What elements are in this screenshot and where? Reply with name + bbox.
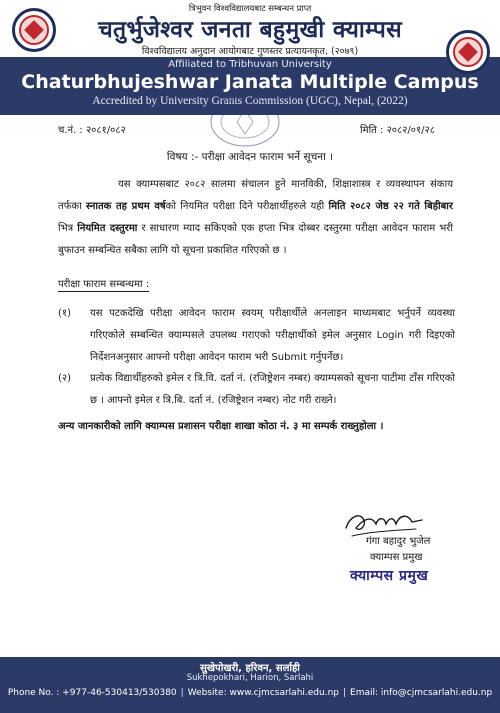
- footer-website-link[interactable]: Website: www.cjmcsarlahi.edu.np: [187, 688, 339, 698]
- campus-name-np: चतुर्भुजेश्वर जनता बहुमुखी क्याम्पस: [98, 17, 402, 43]
- fee-highlight: नियमित दस्तुरमा: [77, 223, 138, 234]
- footer-email-link[interactable]: Email: info@cjmcsarlahi.edu.np: [350, 688, 493, 698]
- affiliation-line-np: त्रिभुवन विश्वविद्यालयबाट सम्बन्धन प्राप्त: [188, 4, 312, 14]
- paragraph-text: को नियमित परीक्षा दिने परीक्षार्थीहरुले यही: [165, 201, 329, 212]
- level-highlight: स्नातक तह प्रथम वर्ष: [86, 201, 166, 212]
- campus-name-en: Chaturbhujeshwar Janata Multiple Campus: [21, 71, 479, 93]
- signatory-name: गंगा बहादुर भुजेल: [366, 536, 431, 547]
- contact-instruction: अन्य जानकारीको लागि क्याम्पस प्रशासन परीक्षा शाखा कोठा नं. ३ मा सम्पर्क राख्नुहोला ।: [58, 421, 384, 432]
- separator: |: [180, 688, 184, 698]
- footer-contacts: [0, 688, 500, 698]
- footer-address-np: सुखेपोखरी, हरिवन, सर्लाही: [200, 663, 300, 674]
- list-item-number: (२): [58, 373, 72, 384]
- list-item-text: प्रत्येक विद्यार्थीहरुको इमेल र त्रि.वि. दर्ता नं. (रजिष्ट्रेशन नम्बर) क्याम्पसको सूचना पाटीमा टाँस गरिएको छ । आफ्नो इमेल र त्रि.बि. दर्ता नं. (रजिष्ट्रेशन नम्बर) नोट गरी राख्ने।: [90, 373, 455, 406]
- footer-phone: Phone No. : +977-46-530413/530380: [7, 688, 177, 698]
- paragraph-text: बुफाउन सम्बन्धित सबैका लागि यो सूचना प्रकाशित गरिएको छ ।: [58, 245, 287, 256]
- office-seal-icon: [205, 96, 285, 154]
- paragraph-text: र साधारण म्याद सकिएको एक हप्ता भित्र दोब्बर दस्तुरमा परीक्षा आवेदन फाराम भरी: [137, 223, 453, 234]
- notice-paragraph: [58, 174, 453, 262]
- footer-address-en: Sukhepokhari, Harion, Sarlahi: [186, 673, 314, 683]
- affiliation-line-en: Affiliated to Tribhuvan University: [168, 59, 332, 70]
- signatory-role: क्याम्पस प्रमुख: [370, 552, 423, 563]
- paragraph-text: यस क्याम्पसबाट २०८२ सालमा संचालन हुने मानविकी, शिक्षाशास्त्र र व्यवस्थापन संकाय तर्फका: [58, 179, 453, 212]
- designation-stamp: क्याम्पस प्रमुख: [350, 568, 429, 584]
- issue-date: मिति : २०८२/०१/२८: [360, 125, 435, 136]
- separator: |: [343, 688, 347, 698]
- list-item-text: यस पटकदेखि परीक्षा आवेदन फाराम स्वयम् परीक्षार्थीले अनलाइन माध्यमबाट भर्नुपर्ने व्यवस्था गरिएकोले सम्बन्धित क्याम्पसले उपलब्ध गराएको परीक्षार्थीको इमेल अनुसार Login गरी दिइएको निर्देशनअनुसार आफ्नो परीक्षा आवेदन फाराम भरी Submit गर्नुपर्नेछ।: [90, 308, 455, 363]
- accreditation-line-en: Accredited by University Grants Commission (UGC), Nepal, (2022): [92, 95, 408, 107]
- paragraph-text: भित्र: [58, 223, 74, 234]
- accreditation-line-np: विश्वविद्यालय अनुदान आयोगबाट गुणस्तर प्रत्यायनकृत, (२०७९): [141, 46, 359, 57]
- reference-number: च.नं. : २०८१/०८२: [58, 125, 126, 136]
- notice-subject: विषय :- परीक्षा आवेदन फाराम भर्ने सूचना ।: [166, 151, 334, 163]
- section-heading: परीक्षा फाराम सम्बन्धमा :: [58, 276, 149, 292]
- deadline-highlight: मिति २०८२ जेष्ठ २२ गते बिहीबार: [328, 201, 453, 212]
- list-item-number: (१): [58, 308, 72, 319]
